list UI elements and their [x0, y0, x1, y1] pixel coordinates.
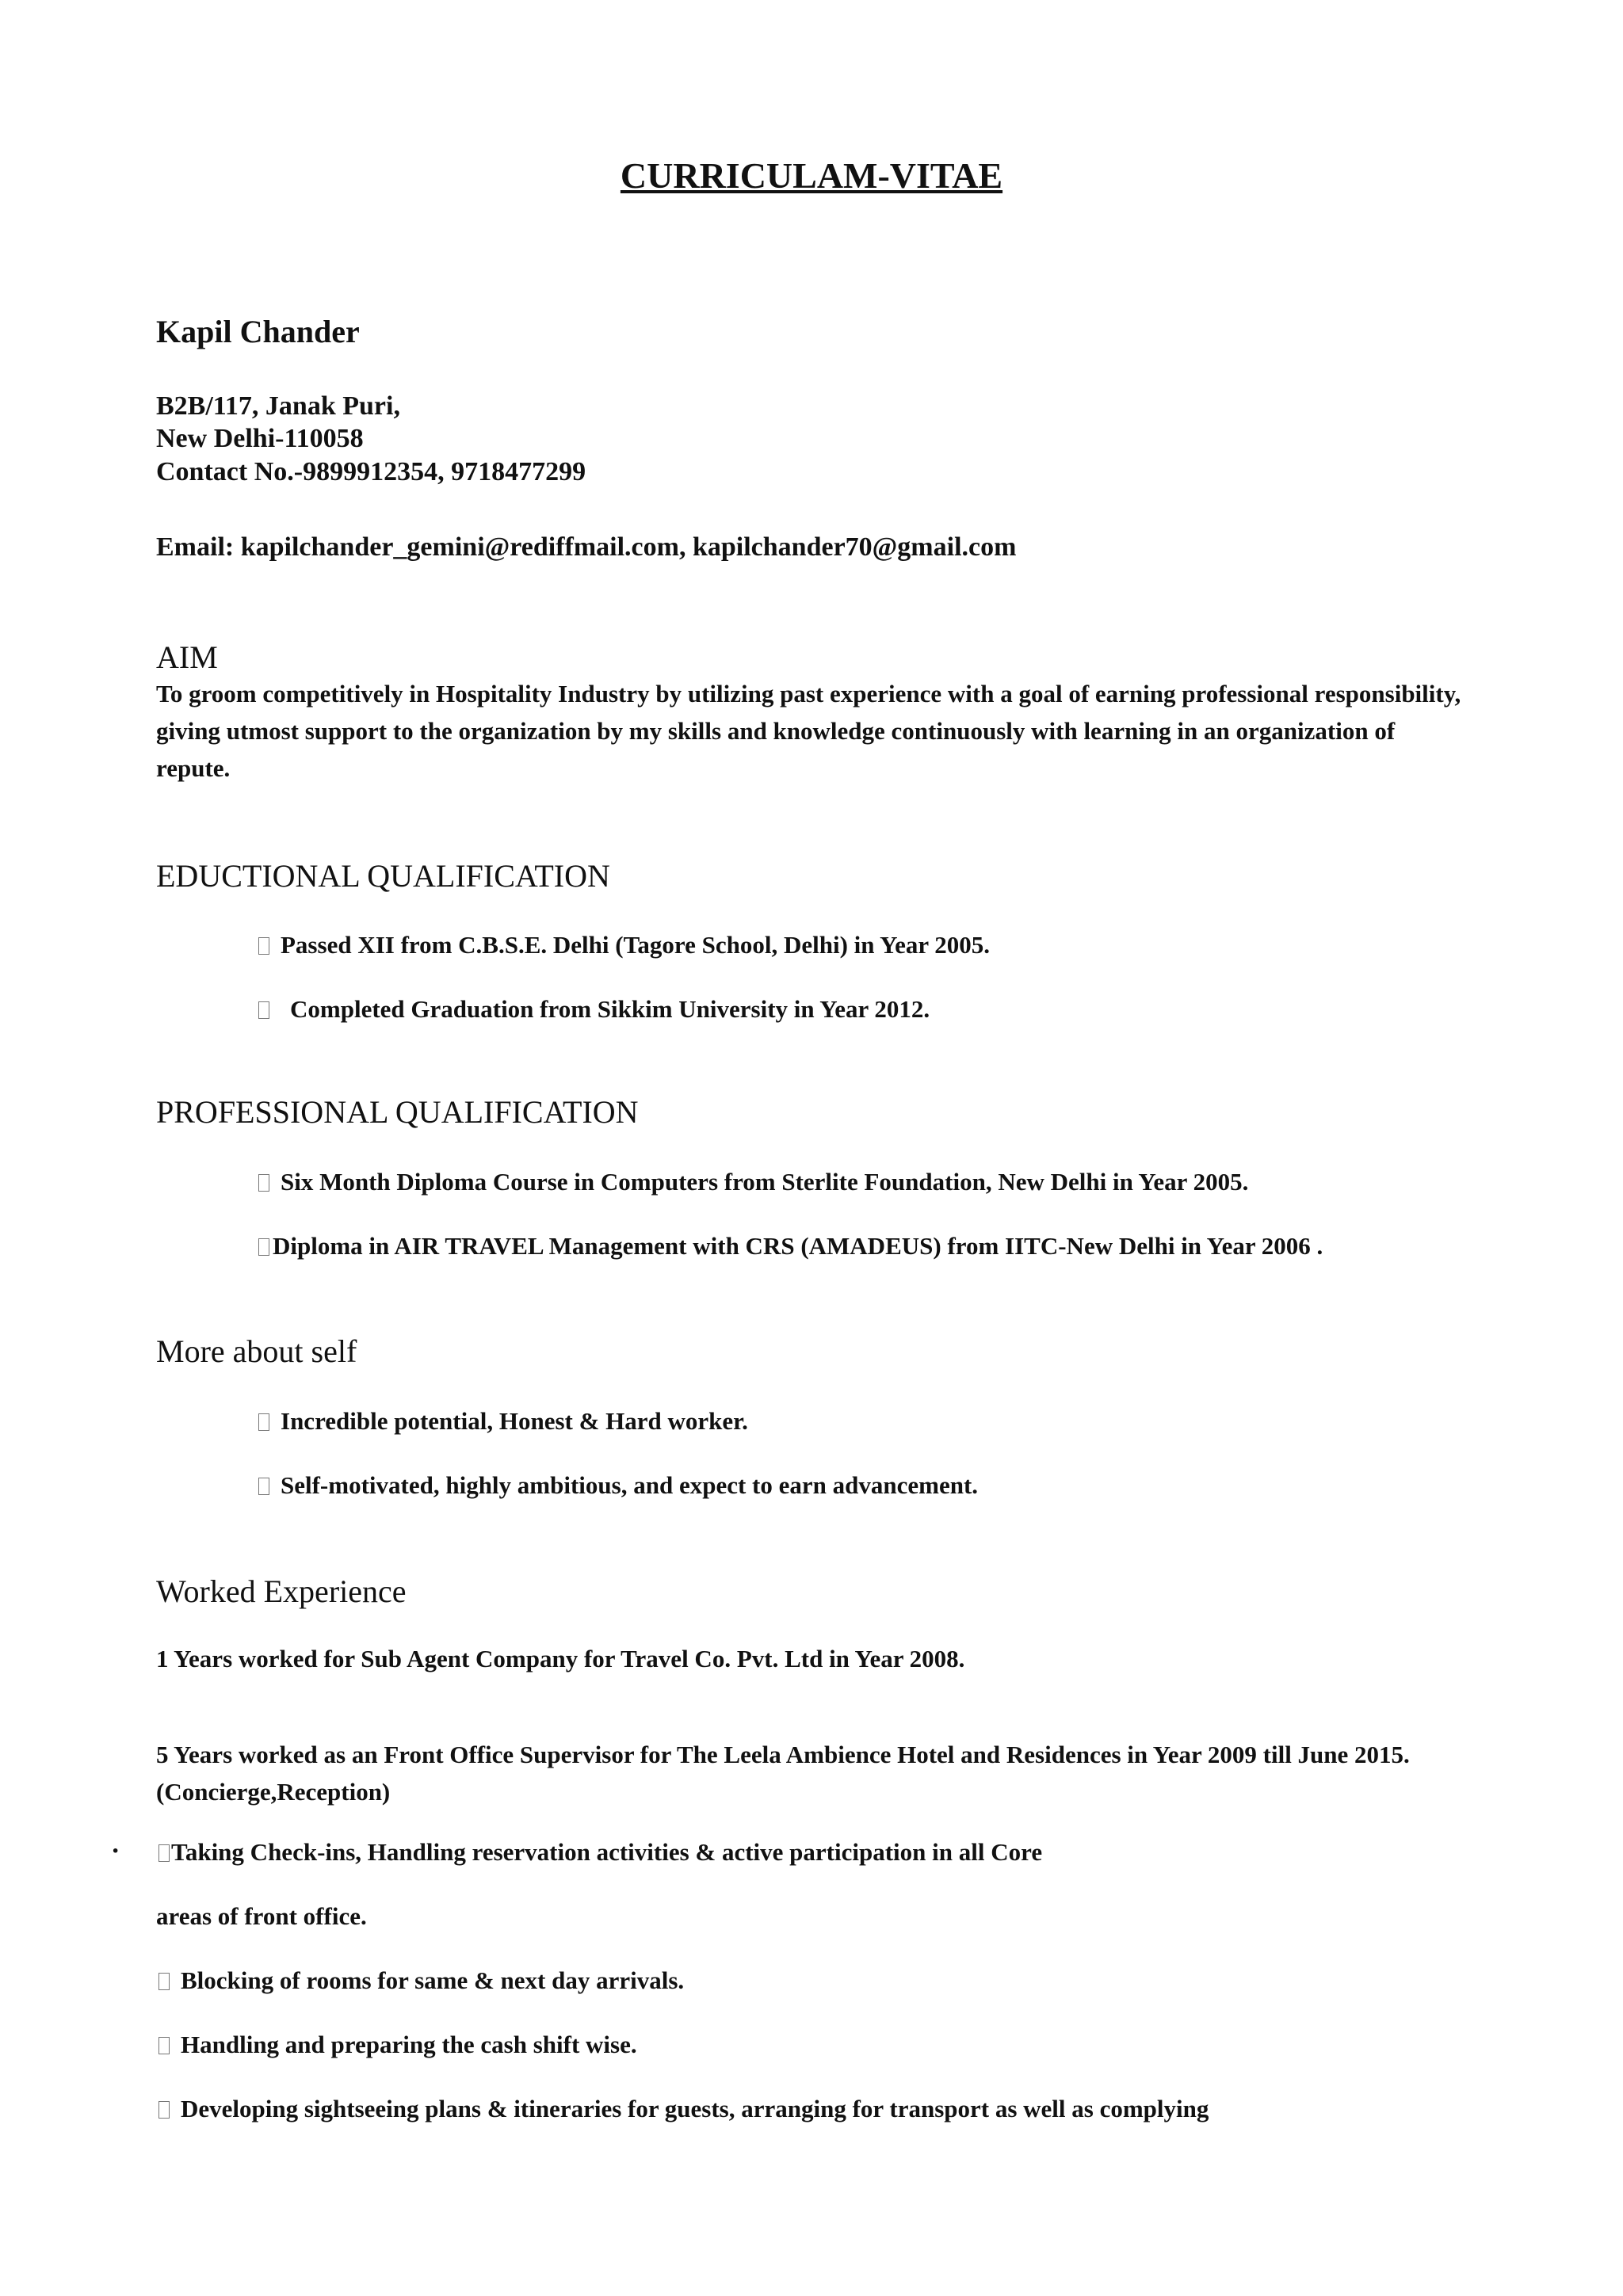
- professional-item-text: Six Month Diploma Course in Computers from Sterlite Foundation, New Delhi in Year 2005.: [281, 1168, 1249, 1196]
- education-item-text: Completed Graduation from Sikkim University in Year 2012.: [290, 995, 930, 1023]
- about-heading: More about self: [156, 1333, 357, 1369]
- education-item: [258, 931, 990, 959]
- about-item-text: Self-motivated, highly ambitious, and expect to earn advancement.: [281, 1471, 979, 1499]
- duty-item: [158, 1966, 684, 1995]
- stray-dot: ·: [111, 1836, 120, 1866]
- about-item: [258, 1471, 978, 1500]
- bullet-icon: [258, 1413, 269, 1431]
- address-line-1: B2B/117, Janak Puri,: [156, 391, 400, 421]
- duty-item: [158, 2031, 637, 2059]
- about-item-text: Incredible potential, Honest & Hard worker.: [281, 1407, 748, 1435]
- duty-item-text: Blocking of rooms for same & next day arrivals.: [181, 1966, 685, 1994]
- address-line-2: New Delhi-110058: [156, 424, 364, 453]
- duty-item: [158, 2095, 1209, 2123]
- document-title: CURRICULAM-VITAE: [620, 155, 1003, 196]
- bullet-icon: [258, 1238, 269, 1256]
- contact-numbers: Contact No.-9899912354, 9718477299: [156, 457, 586, 486]
- professional-heading: PROFESSIONAL QUALIFICATION: [156, 1094, 639, 1130]
- bullet-icon: [258, 1001, 269, 1019]
- experience-heading: Worked Experience: [156, 1573, 407, 1609]
- education-item: [258, 995, 930, 1024]
- duty-item-text: Developing sightseeing plans & itineraries for guests, arranging for transport as well as complying: [181, 2095, 1209, 2122]
- aim-heading: AIM: [156, 639, 218, 675]
- about-item: [258, 1407, 748, 1436]
- experience-job-2: 5 Years worked as an Front Office Supervisor for The Leela Ambience Hotel and Residences in Year 2009 till June 2015.(Concierge,Reception): [156, 1741, 1410, 1806]
- bullet-icon: [258, 1478, 269, 1495]
- education-item-text: Passed XII from C.B.S.E. Delhi (Tagore School, Delhi) in Year 2005.: [281, 931, 991, 959]
- education-heading: EDUCTIONAL QUALIFICATION: [156, 858, 610, 894]
- duty-item-text: Handling and preparing the cash shift wise.: [181, 2031, 637, 2058]
- professional-item: [258, 1232, 1323, 1261]
- candidate-name: Kapil Chander: [156, 314, 360, 349]
- aim-text: To groom competitively in Hospitality Industry by utilizing past experience with a goal of earning professional responsibility, giving utmost support to the organization by my skills and knowledge continuously with learning in an organization of repute.: [156, 680, 1461, 782]
- bullet-icon: [158, 1844, 170, 1862]
- bullet-icon: [258, 1174, 269, 1192]
- professional-item: [258, 1168, 1248, 1196]
- email-addresses: Email: kapilchander_gemini@rediffmail.com, kapilchander70@gmail.com: [156, 532, 1017, 562]
- duty-item-text: Taking Check-ins, Handling reservation activities & active participation in all Core: [171, 1838, 1043, 1866]
- duty-item: [158, 1838, 1042, 1867]
- duty-continuation: areas of front office.: [156, 1902, 367, 1930]
- bullet-icon: [158, 2037, 170, 2054]
- bullet-icon: [258, 937, 269, 955]
- professional-item-text: Diploma in AIR TRAVEL Management with CRS (AMADEUS) from IITC-New Delhi in Year 2006 .: [273, 1232, 1323, 1260]
- bullet-icon: [158, 2101, 170, 2119]
- bullet-icon: [158, 1973, 170, 1990]
- experience-job-1: 1 Years worked for Sub Agent Company for Travel Co. Pvt. Ltd in Year 2008.: [156, 1645, 965, 1672]
